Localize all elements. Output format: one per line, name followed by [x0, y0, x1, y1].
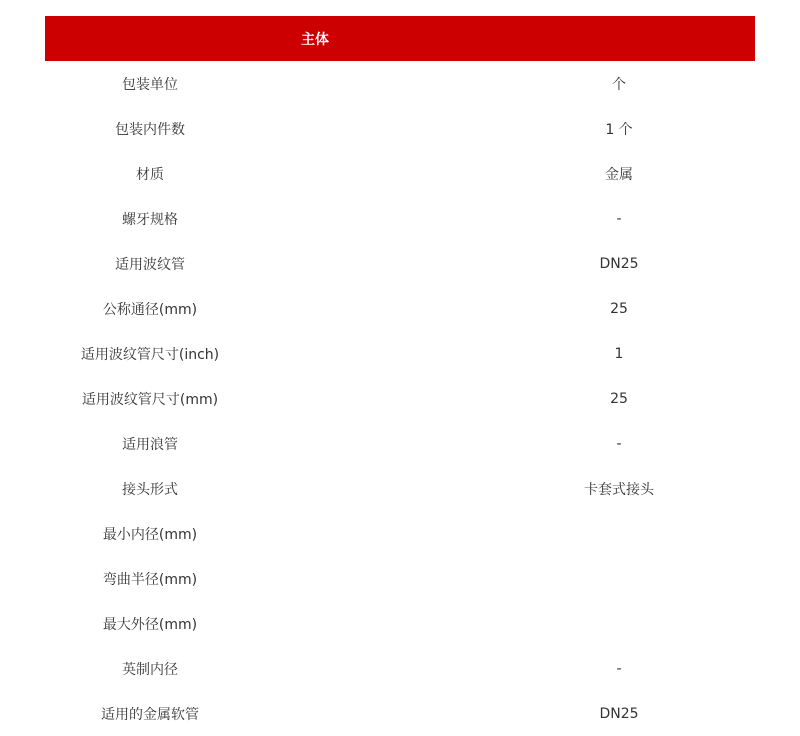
table-row — [45, 466, 755, 511]
row-value: - — [616, 210, 622, 227]
row-label: 适用波纹管尺寸(inch) — [80, 346, 220, 363]
table-body — [45, 61, 755, 736]
row-value: DN25 — [599, 705, 639, 722]
table-row — [45, 646, 755, 691]
table-row — [45, 241, 755, 286]
row-label: 弯曲半径(mm) — [102, 571, 198, 588]
row-value: 金属 — [605, 166, 633, 183]
row-value: DN25 — [599, 255, 639, 272]
spec-table — [45, 16, 755, 736]
row-label: 英制内径 — [122, 661, 178, 678]
row-value: 1 个 — [605, 121, 633, 138]
row-label: 最小内径(mm) — [102, 526, 198, 543]
table-header-title: 主体 — [301, 31, 329, 48]
table-row — [45, 691, 755, 736]
table-row — [45, 421, 755, 466]
row-label: 包装内件数 — [115, 121, 185, 138]
row-label: 材质 — [136, 166, 164, 183]
row-value: 1 — [614, 345, 624, 362]
row-label: 适用的金属软管 — [101, 706, 199, 723]
table-row — [45, 106, 755, 151]
row-label: 接头形式 — [122, 481, 178, 498]
row-label: 公称通径(mm) — [102, 301, 198, 318]
table-row — [45, 196, 755, 241]
table-row — [45, 61, 755, 106]
row-label: 包装单位 — [122, 76, 178, 93]
row-label: 适用波纹管尺寸(mm) — [81, 391, 219, 408]
table-row — [45, 286, 755, 331]
row-value: - — [616, 660, 622, 677]
table-row — [45, 151, 755, 196]
table-row — [45, 376, 755, 421]
row-value: - — [616, 435, 622, 452]
table-row — [45, 556, 755, 601]
row-value: 卡套式接头 — [584, 481, 654, 498]
table-row — [45, 511, 755, 556]
row-label: 适用波纹管 — [115, 256, 185, 273]
table-row — [45, 601, 755, 646]
table-row — [45, 331, 755, 376]
row-value: 个 — [612, 76, 626, 93]
table-header — [45, 16, 755, 61]
row-label: 适用浪管 — [122, 436, 178, 453]
row-label: 最大外径(mm) — [102, 616, 198, 633]
row-value: 25 — [610, 390, 628, 407]
row-value: 25 — [610, 300, 628, 317]
row-label: 螺牙规格 — [122, 211, 178, 228]
